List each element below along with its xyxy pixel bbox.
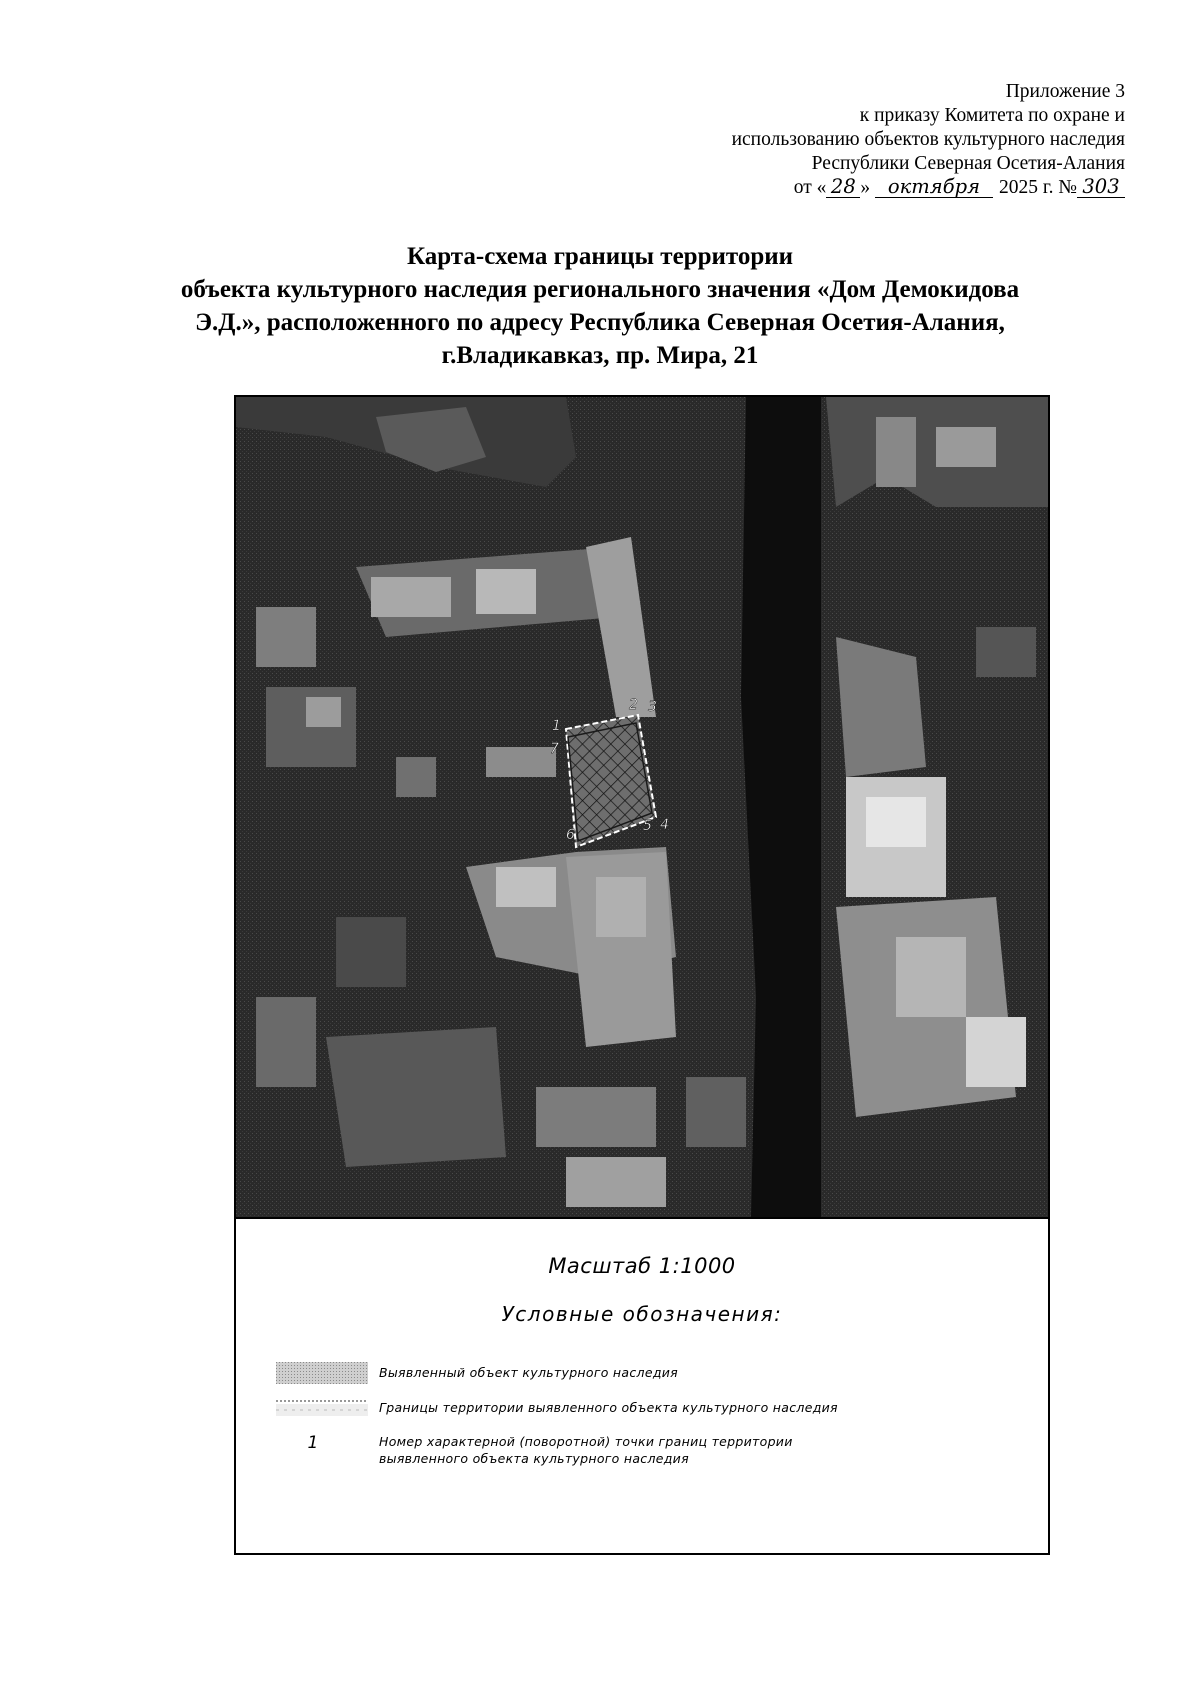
order-date-line bbox=[525, 176, 1125, 200]
date-day: 28 bbox=[826, 177, 860, 198]
date-year: 2025 г. № bbox=[998, 177, 1077, 198]
map-block bbox=[396, 757, 436, 797]
map-block bbox=[326, 1027, 506, 1167]
map-block bbox=[256, 607, 316, 667]
map-block bbox=[876, 417, 916, 487]
map-block bbox=[976, 627, 1036, 677]
dashed-boundary-swatch bbox=[276, 1397, 368, 1419]
light-building bbox=[496, 867, 556, 907]
boundary-point-3: 3 bbox=[648, 699, 657, 715]
map-block bbox=[336, 917, 406, 987]
date-mid: » bbox=[860, 177, 871, 198]
map-block bbox=[256, 997, 316, 1087]
order-number: 303 bbox=[1077, 177, 1125, 198]
committee-name: использованию объектов культурного наследия bbox=[731, 129, 1125, 150]
map-block bbox=[536, 1087, 656, 1147]
title-line-2: объекта культурного наследия регионального значения «Дом Демокидова bbox=[180, 276, 1020, 303]
map-block bbox=[836, 637, 926, 777]
date-month: октября bbox=[875, 177, 993, 198]
republic-name: Республики Северная Осетия-Алания bbox=[811, 153, 1125, 174]
boundary-point-7: 7 bbox=[550, 741, 559, 757]
map-scale: Масштаб 1:1000 bbox=[548, 1254, 736, 1278]
boundary-point-4: 4 bbox=[660, 817, 669, 833]
light-building bbox=[371, 577, 451, 617]
boundary-point-5: 5 bbox=[643, 818, 652, 834]
map-legend bbox=[236, 1217, 1048, 1555]
appendix-header bbox=[525, 80, 1125, 200]
light-building bbox=[476, 569, 536, 614]
legend-text-object: Выявленный объект культурного наследия bbox=[379, 1365, 679, 1380]
title-line-4: г.Владикавказ, пр. Мира, 21 bbox=[441, 342, 759, 369]
date-prefix: от « bbox=[793, 177, 827, 198]
light-building bbox=[566, 1157, 666, 1207]
light-building bbox=[596, 877, 646, 937]
document-title bbox=[70, 240, 1130, 372]
legend-text-point: Номер характерной (поворотной) точки границ территории bbox=[379, 1434, 793, 1449]
light-building bbox=[966, 1017, 1026, 1087]
appendix-label: Приложение 3 bbox=[1005, 81, 1125, 102]
boundary-point-2: 2 bbox=[629, 697, 638, 713]
title-line-3: Э.Д.», расположенного по адресу Республика Северная Осетия-Алания, bbox=[195, 309, 1005, 336]
order-reference: к приказу Комитета по охране и bbox=[859, 105, 1125, 126]
point-number-sample: 1 bbox=[307, 1433, 319, 1453]
legend-text-boundary: Границы территории выявленного объекта культурного наследия bbox=[379, 1400, 838, 1415]
boundary-point-6: 6 bbox=[566, 827, 575, 843]
map-frame bbox=[234, 395, 1050, 1555]
light-building bbox=[866, 797, 926, 847]
boundary-point-1: 1 bbox=[552, 718, 561, 734]
grey-fill-swatch bbox=[276, 1362, 368, 1384]
map-block bbox=[486, 747, 556, 777]
map-block bbox=[306, 697, 341, 727]
map-block bbox=[686, 1077, 746, 1147]
aerial-map bbox=[236, 397, 1048, 1217]
map-block bbox=[936, 427, 996, 467]
legend-text-point-2: выявленного объекта культурного наследия bbox=[379, 1451, 689, 1466]
light-building bbox=[896, 937, 966, 1017]
legend-title: Условные обозначения: bbox=[501, 1302, 783, 1326]
title-line-1: Карта-схема границы территории bbox=[406, 243, 794, 270]
